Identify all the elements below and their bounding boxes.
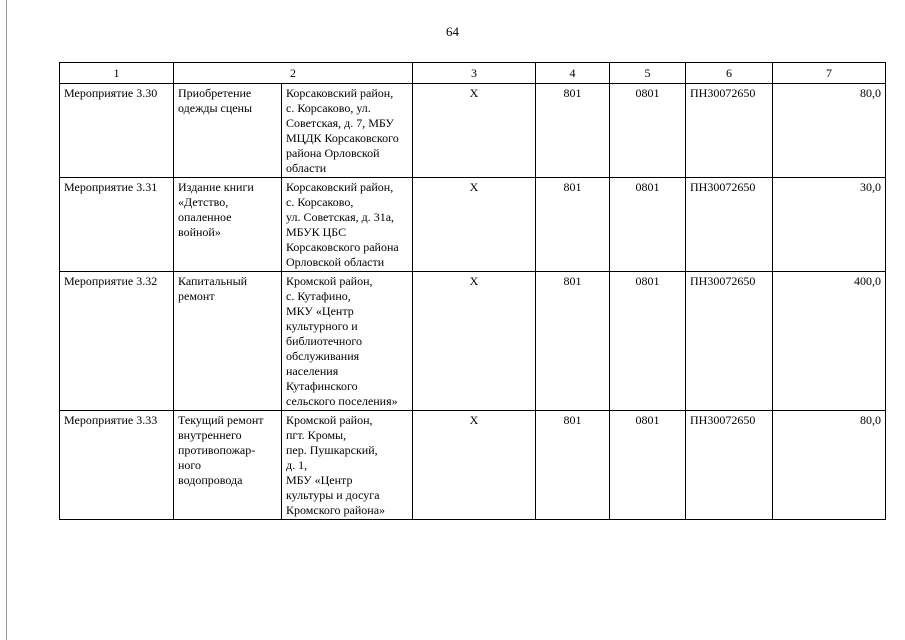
header-row <box>60 63 886 84</box>
event-name-cell: Мероприятие 3.33 <box>60 411 174 520</box>
description-cell: Капитальный ремонт <box>174 272 282 411</box>
address-cell: Кромской район, с. Кутафино, МКУ «Центр культурного и библиотечного обслуживания населения Кутафинского сельского поселения» <box>282 272 413 411</box>
amount-cell: 80,0 <box>773 411 886 520</box>
amount-cell: 30,0 <box>773 178 886 272</box>
table-row <box>60 411 886 520</box>
col3-cell: Х <box>413 178 536 272</box>
col5-cell: 0801 <box>610 178 686 272</box>
col5-cell: 0801 <box>610 84 686 178</box>
event-name-cell: Мероприятие 3.32 <box>60 272 174 411</box>
header-col-5: 5 <box>610 63 686 84</box>
code-cell: ПН30072650 <box>686 272 773 411</box>
address-cell: Корсаковский район, с. Корсаково, ул. Советская, д. 31а, МБУК ЦБС Корсаковского района Орловской области <box>282 178 413 272</box>
page-number: 64 <box>446 24 459 39</box>
header-col-4: 4 <box>536 63 610 84</box>
header-col-1: 1 <box>60 63 174 84</box>
table-row <box>60 178 886 272</box>
code-cell: ПН30072650 <box>686 411 773 520</box>
address-cell: Корсаковский район, с. Корсаково, ул. Советская, д. 7, МБУ МЦДК Корсаковского района Орловской области <box>282 84 413 178</box>
measures-table <box>59 62 886 520</box>
header-col-3: 3 <box>413 63 536 84</box>
code-cell: ПН30072650 <box>686 178 773 272</box>
header-col-2: 2 <box>174 63 413 84</box>
description-cell: Издание книги «Детство, опаленное войной» <box>174 178 282 272</box>
event-name-cell: Мероприятие 3.31 <box>60 178 174 272</box>
page-edge-line <box>6 0 7 640</box>
event-name-cell: Мероприятие 3.30 <box>60 84 174 178</box>
code-cell: ПН30072650 <box>686 84 773 178</box>
col4-cell: 801 <box>536 272 610 411</box>
description-cell: Текущий ремонт внутреннего противопожар- ного водопровода <box>174 411 282 520</box>
col5-cell: 0801 <box>610 272 686 411</box>
amount-cell: 80,0 <box>773 84 886 178</box>
col4-cell: 801 <box>536 411 610 520</box>
col3-cell: Х <box>413 411 536 520</box>
col3-cell: Х <box>413 272 536 411</box>
col4-cell: 801 <box>536 178 610 272</box>
col5-cell: 0801 <box>610 411 686 520</box>
table-row <box>60 84 886 178</box>
address-cell: Кромской район, пгт. Кромы, пер. Пушкарский, д. 1, МБУ «Центр культуры и досуга Кромского района» <box>282 411 413 520</box>
col4-cell: 801 <box>536 84 610 178</box>
header-col-7: 7 <box>773 63 886 84</box>
header-col-6: 6 <box>686 63 773 84</box>
table-row <box>60 272 886 411</box>
col3-cell: Х <box>413 84 536 178</box>
description-cell: Приобретение одежды сцены <box>174 84 282 178</box>
amount-cell: 400,0 <box>773 272 886 411</box>
